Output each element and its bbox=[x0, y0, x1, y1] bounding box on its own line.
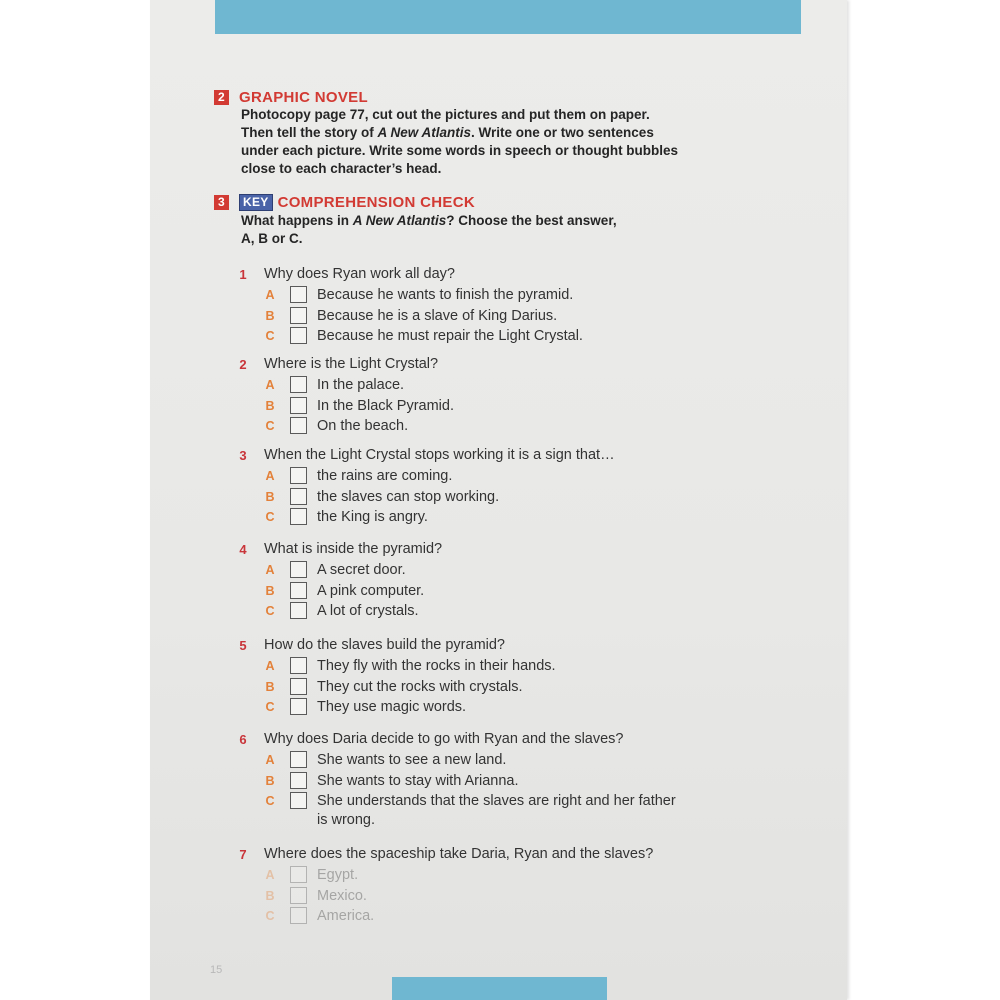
option-text: Mexico. bbox=[317, 887, 367, 904]
book-title: A New Atlantis bbox=[377, 125, 472, 140]
option-letter: A bbox=[265, 868, 275, 882]
option-text: the King is angry. bbox=[317, 509, 428, 526]
answer-checkbox[interactable] bbox=[290, 488, 307, 505]
answer-checkbox[interactable] bbox=[290, 417, 307, 434]
instruction-line: Then tell the story of A New Atlantis. Write one or two sentences bbox=[241, 125, 654, 140]
option-letter: B bbox=[265, 398, 275, 413]
option-letter: B bbox=[265, 583, 275, 598]
instruction-line: under each picture. Write some words in speech or thought bubbles bbox=[241, 143, 679, 158]
section-title: COMPREHENSION CHECK bbox=[277, 194, 475, 211]
question-number: 3 bbox=[239, 448, 247, 463]
option-text: A pink computer. bbox=[317, 582, 425, 599]
option-letter: C bbox=[265, 329, 275, 344]
answer-checkbox[interactable] bbox=[290, 657, 307, 674]
question-number: 2 bbox=[239, 357, 247, 372]
question-number: 5 bbox=[239, 638, 247, 653]
answer-checkbox[interactable] bbox=[290, 602, 307, 619]
instruction-line: close to each character’s head. bbox=[241, 161, 442, 176]
answer-checkbox[interactable] bbox=[290, 467, 307, 484]
option-letter: C bbox=[265, 909, 275, 924]
section-number: 3 bbox=[214, 195, 229, 210]
answer-checkbox[interactable] bbox=[290, 866, 307, 883]
instruction-line: Photocopy page 77, cut out the pictures and put them on paper. bbox=[241, 107, 650, 122]
question-number: 6 bbox=[239, 732, 247, 747]
option-text: Because he must repair the Light Crystal. bbox=[317, 328, 583, 345]
option-text: A lot of crystals. bbox=[317, 603, 419, 620]
answer-checkbox[interactable] bbox=[290, 561, 307, 578]
answer-checkbox[interactable] bbox=[290, 582, 307, 599]
option-text: She wants to stay with Arianna. bbox=[317, 772, 519, 789]
question-text: What is inside the pyramid? bbox=[264, 541, 443, 557]
option-letter: A bbox=[265, 288, 275, 302]
section-3-heading bbox=[214, 194, 475, 211]
section-2-heading bbox=[214, 89, 368, 106]
answer-checkbox[interactable] bbox=[290, 698, 307, 715]
answer-checkbox[interactable] bbox=[290, 286, 307, 303]
option-text: They fly with the rocks in their hands. bbox=[317, 658, 556, 674]
answer-checkbox[interactable] bbox=[290, 792, 307, 809]
page-number: 15 bbox=[210, 964, 223, 976]
option-text: In the palace. bbox=[317, 377, 405, 393]
comprehension-instructions bbox=[241, 212, 617, 248]
question-text: How do the slaves build the pyramid? bbox=[264, 637, 505, 653]
question-text: Why does Daria decide to go with Ryan and the slaves? bbox=[264, 731, 624, 747]
key-badge: KEY bbox=[239, 194, 273, 211]
option-text: In the Black Pyramid. bbox=[317, 397, 454, 414]
option-text: Egypt. bbox=[317, 867, 359, 883]
option-text: They use magic words. bbox=[317, 699, 467, 716]
option-text: She understands that the slaves are right and her father bbox=[317, 793, 676, 810]
question-number: 7 bbox=[239, 847, 247, 862]
question-text: When the Light Crystal stops working it is a sign that… bbox=[264, 447, 615, 463]
option-letter: A bbox=[265, 753, 275, 767]
option-letter: A bbox=[265, 659, 275, 673]
instruction-line: What happens in A New Atlantis? Choose the best answer, bbox=[241, 213, 617, 228]
option-letter: A bbox=[265, 469, 275, 483]
option-letter: A bbox=[265, 378, 275, 392]
option-text: A secret door. bbox=[317, 562, 406, 578]
answer-checkbox[interactable] bbox=[290, 327, 307, 344]
answer-checkbox[interactable] bbox=[290, 678, 307, 695]
option-letter: C bbox=[265, 510, 275, 525]
answer-checkbox[interactable] bbox=[290, 376, 307, 393]
option-letter: B bbox=[265, 489, 275, 504]
answer-checkbox[interactable] bbox=[290, 772, 307, 789]
option-letter: C bbox=[265, 604, 275, 619]
option-letter: C bbox=[265, 700, 275, 715]
option-text: They cut the rocks with crystals. bbox=[317, 678, 523, 695]
answer-checkbox[interactable] bbox=[290, 887, 307, 904]
option-text: She wants to see a new land. bbox=[317, 752, 507, 768]
top-color-band bbox=[215, 0, 801, 34]
question-number: 1 bbox=[239, 267, 247, 282]
question-text: Why does Ryan work all day? bbox=[264, 266, 455, 282]
instruction-line: A, B or C. bbox=[241, 231, 303, 246]
option-letter: A bbox=[265, 563, 275, 577]
option-letter: B bbox=[265, 308, 275, 323]
option-text-continued: is wrong. bbox=[317, 812, 376, 829]
graphic-novel-instructions bbox=[241, 106, 678, 178]
answer-checkbox[interactable] bbox=[290, 307, 307, 324]
option-letter: C bbox=[265, 419, 275, 434]
section-title: GRAPHIC NOVEL bbox=[239, 89, 368, 106]
option-letter: B bbox=[265, 888, 275, 903]
answer-checkbox[interactable] bbox=[290, 508, 307, 525]
answer-checkbox[interactable] bbox=[290, 751, 307, 768]
option-letter: B bbox=[265, 773, 275, 788]
book-title: A New Atlantis bbox=[352, 213, 447, 228]
option-letter: B bbox=[265, 679, 275, 694]
option-text: Because he wants to finish the pyramid. bbox=[317, 287, 574, 303]
question-text: Where is the Light Crystal? bbox=[264, 356, 439, 372]
answer-checkbox[interactable] bbox=[290, 397, 307, 414]
option-text: the rains are coming. bbox=[317, 468, 453, 484]
option-text: the slaves can stop working. bbox=[317, 488, 500, 505]
option-text: On the beach. bbox=[317, 418, 409, 435]
answer-checkbox[interactable] bbox=[290, 907, 307, 924]
option-text: Because he is a slave of King Darius. bbox=[317, 307, 558, 324]
question-text: Where does the spaceship take Daria, Ryan and the slaves? bbox=[264, 846, 654, 862]
section-number: 2 bbox=[214, 90, 229, 105]
option-letter: C bbox=[265, 794, 275, 809]
question-number: 4 bbox=[239, 542, 247, 557]
bottom-color-band bbox=[392, 977, 607, 1000]
option-text: America. bbox=[317, 908, 375, 925]
